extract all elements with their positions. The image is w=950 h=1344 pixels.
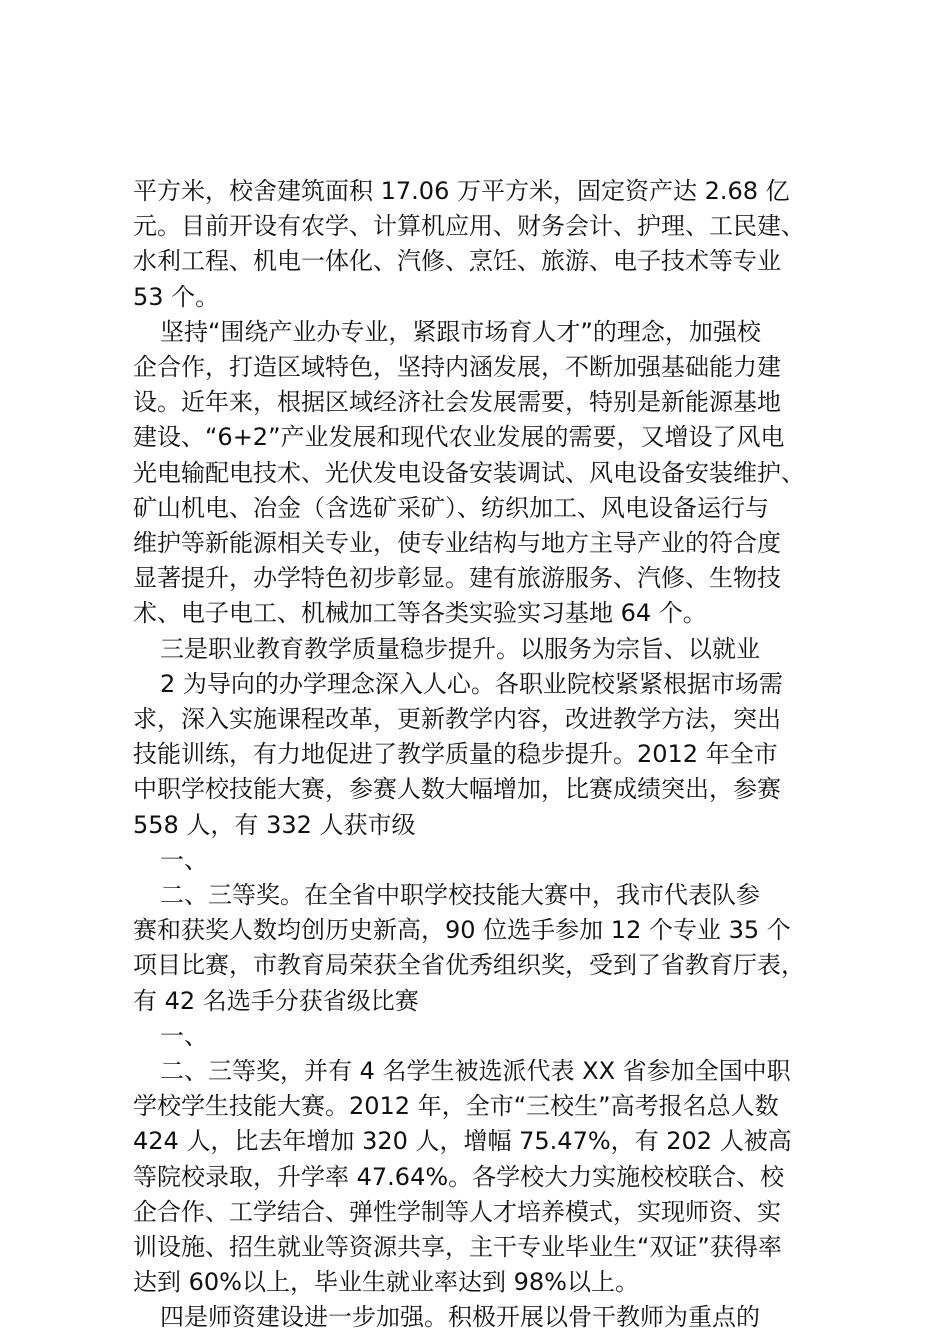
text-line: 一、 (160, 1021, 208, 1050)
text-line: 二、三等奖，并有 4 名学生被选派代表 XX 省参加全国中职 (160, 1057, 791, 1085)
text-line: 一、 (160, 845, 208, 874)
text-line: 项目比赛，市教育局荣获全省优秀组织奖，受到了省教育厅表， (133, 951, 805, 980)
text-line: 三是职业教育教学质量稳步提升。以服务为宗旨、以就业 (160, 634, 760, 663)
text-line: 四是师资建设进一步加强。积极开展以骨干教师为重点的 (160, 1303, 760, 1332)
text-line: 坚持“围绕产业办专业，紧跟市场育人才”的理念，加强校 (160, 317, 761, 346)
text-line: 赛和获奖人数均创历史新高，90 位选手参加 12 个专业 35 个 (133, 916, 791, 945)
text-line: 53 个。 (133, 282, 220, 311)
text-line: 设。近年来，根据区域经济社会发展需要，特别是新能源基地 (133, 388, 781, 417)
text-line: 训设施、招生就业等资源共享，主干专业毕业生“双证”获得率 (133, 1233, 782, 1261)
text-line: 水利工程、机电一体化、汽修、烹饪、旅游、电子技术等专业 (133, 247, 781, 276)
text-line: 元。目前开设有农学、计算机应用、财务会计、护理、工民建、 (133, 212, 805, 241)
text-line: 有 42 名选手分获省级比赛 (133, 986, 419, 1015)
text-line: 平方米，校舍建筑面积 17.06 万平方米，固定资产达 2.68 亿 (133, 177, 790, 205)
text-line: 等院校录取，升学率 47.64%。各学校大力实施校校联合、校 (133, 1162, 785, 1191)
text-line: 建设、“6+2”产业发展和现代农业发展的需要，又增设了风电 (133, 423, 785, 452)
text-line: 光电输配电技术、光伏发电设备安装调试、风电设备安装维护、 (133, 458, 805, 487)
text-line: 558 人，有 332 人获市级 (133, 810, 416, 839)
text-line: 二、三等奖。在全省中职学校技能大赛中，我市代表队参 (160, 881, 760, 909)
text-line: 术、电子电工、机械加工等各类实验实习基地 64 个。 (133, 599, 707, 628)
text-line: 企合作，打造区域特色，坚持内涵发展，不断加强基础能力建 (133, 353, 781, 381)
text-line: 2 为导向的办学理念深入人心。各职业院校紧紧根据市场需 (160, 669, 783, 698)
text-line: 达到 60%以上，毕业生就业率达到 98%以上。 (133, 1268, 639, 1297)
text-line: 矿山机电、冶金（含选矿采矿）、纺织加工、风电设备运行与 (133, 493, 769, 522)
text-line: 技能训练，有力地促进了教学质量的稳步提升。2012 年全市 (133, 740, 778, 769)
text-line: 维护等新能源相关专业，使专业结构与地方主导产业的符合度 (133, 529, 781, 557)
text-line: 424 人，比去年增加 320 人，增幅 75.47%，有 202 人被高 (133, 1127, 792, 1156)
text-line: 企合作、工学结合、弹性学制等人才培养模式，实现师资、实 (133, 1197, 781, 1226)
text-line: 学校学生技能大赛。2012 年，全市“三校生”高考报名总人数 (133, 1092, 779, 1121)
text-line: 显著提升，办学特色初步彰显。建有旅游服务、汽修、生物技 (133, 564, 781, 593)
text-line: 中职学校技能大赛，参赛人数大幅增加，比赛成绩突出，参赛 (133, 775, 781, 804)
text-line: 求，深入实施课程改革，更新教学内容，改进教学方法，突出 (133, 705, 781, 733)
